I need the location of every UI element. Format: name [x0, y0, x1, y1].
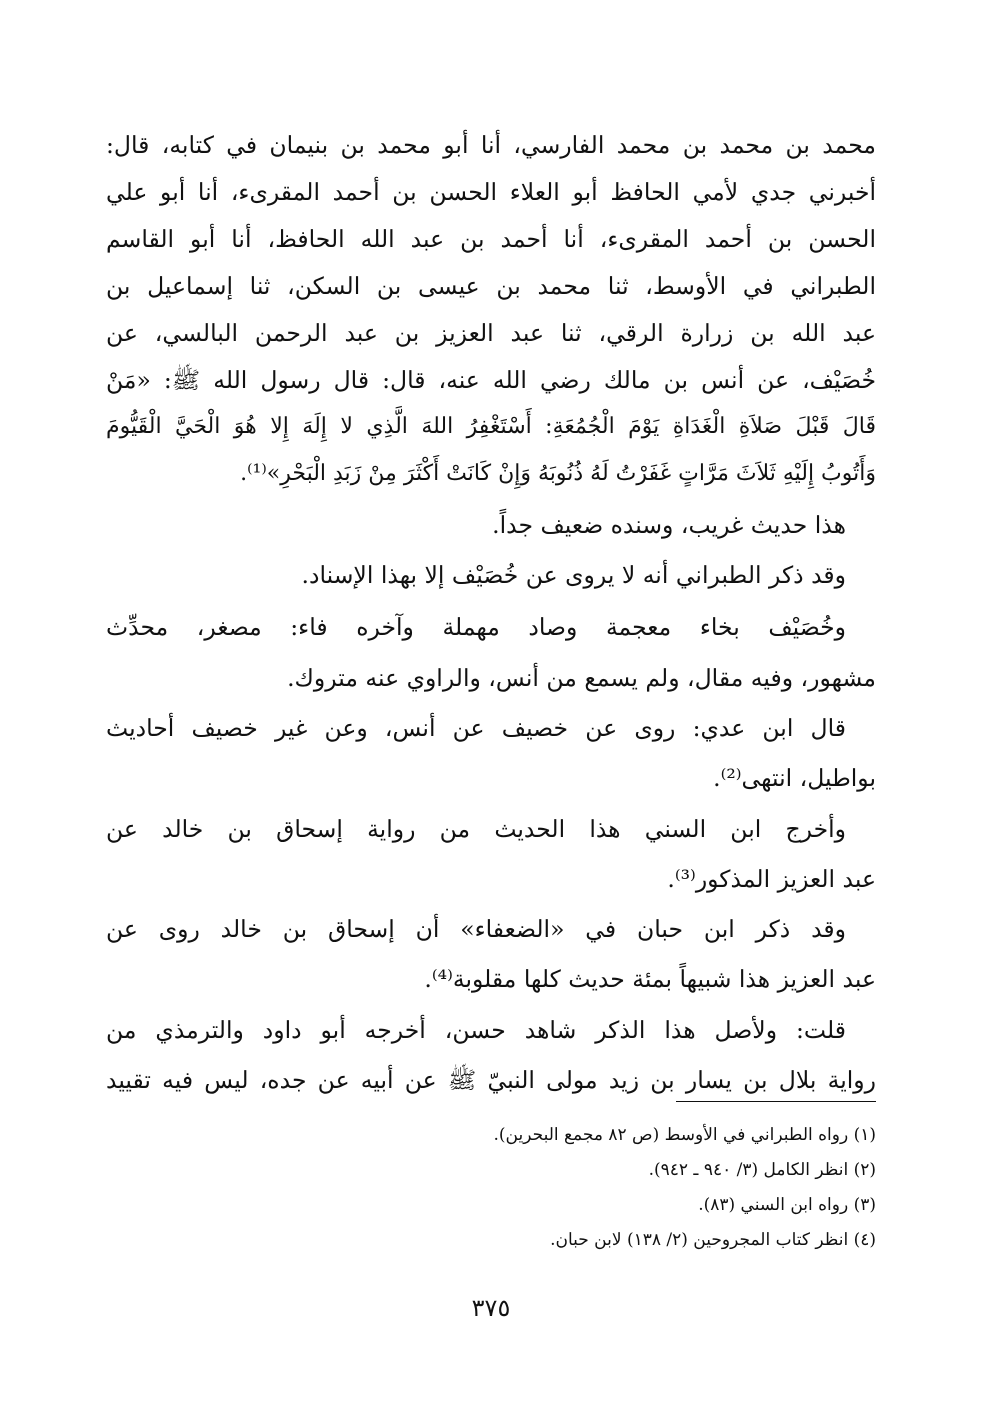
hadith-line: قَالَ قَبْلَ صَلاَةِ الْغَدَاةِ يَوْمَ الْجُمُعَةِ: أَسْتَغْفِرُ اللهَ الَّذِي لا إِلَهَ إِلا هُوَ الْحَيَّ الْقَيُّومَ: [106, 414, 876, 439]
footnote-1: (١) رواه الطبراني في الأوسط (ص ٨٢ مجمع البحرين).: [493, 1125, 876, 1145]
hadith-line: وَأَتُوبُ إِلَيْهِ ثَلاَثَ مَرَّاتٍ غَفَرْتُ لَهُ ذُنُوبَهُ وَإِنْ كَانَتْ أَكْثَرَ مِنْ زَبَدِ الْبَحْرِ»⁽¹⁾.: [240, 461, 876, 486]
body-line: عبد العزيز هذا شبيهاً بمئة حديث كلها مقلوبة⁽⁴⁾.: [424, 965, 876, 993]
body-line: وخُصَيْف بخاء معجمة وصاد مهملة وآخره فاء: مصغر، محدِّث: [106, 613, 846, 641]
footnote-3: (٣) رواه ابن السني (٨٣).: [698, 1195, 876, 1215]
body-line: قلت: ولأصل هذا الذكر شاهد حسن، أخرجه أبو داود والترمذي من: [106, 1016, 846, 1044]
body-line: خُصَيْف، عن أنس بن مالك رضي الله عنه، قال: قال رسول الله ﷺ: «مَنْ: [106, 366, 876, 394]
body-line: وقد ذكر ابن حبان في «الضعفاء» أن إسحاق بن خالد روى عن: [106, 915, 846, 943]
body-line: عبد الله بن زرارة الرقي، ثنا عبد العزيز بن عبد الرحمن البالسي، عن: [106, 319, 876, 347]
page-number: ٣٧٥: [471, 1294, 511, 1322]
body-line: الحسن بن أحمد المقرىء، أنا أحمد بن عبد الله الحافظ، أنا أبو القاسم: [106, 225, 876, 253]
body-line: هذا حديث غريب، وسنده ضعيف جداً.: [492, 511, 846, 539]
footnote-2: (٢) انظر الكامل (٣/ ٩٤٠ ـ ٩٤٢).: [648, 1160, 876, 1180]
body-line: مشهور، وفيه مقال، ولم يسمع من أنس، والراوي عنه متروك.: [287, 664, 876, 692]
body-line: محمد بن محمد بن محمد الفارسي، أنا أبو محمد بن بنيمان في كتابه، قال:: [106, 131, 876, 159]
body-line: بواطيل، انتهى⁽²⁾.: [713, 764, 876, 792]
body-line: قال ابن عدي: روى عن خصيف عن أنس، وعن غير خصيف أحاديث: [106, 714, 846, 742]
footnote-separator: [676, 1101, 876, 1102]
footnote-4: (٤) انظر كتاب المجروحين (٢/ ١٣٨) لابن حبان.: [550, 1230, 876, 1250]
body-line: أخبرني جدي لأمي الحافظ أبو العلاء الحسن بن أحمد المقرىء، أنا أبو علي: [106, 178, 876, 206]
body-line: عبد العزيز المذكور⁽³⁾.: [667, 865, 876, 893]
body-line: رواية بلال بن يسار بن زيد مولى النبيّ ﷺ عن أبيه عن جده، ليس فيه تقييد: [106, 1066, 876, 1094]
body-line: وأخرج ابن السني هذا الحديث من رواية إسحاق بن خالد عن: [106, 815, 846, 843]
body-line: الطبراني في الأوسط، ثنا محمد بن عيسى بن السكن، ثنا إسماعيل بن: [106, 272, 876, 300]
body-line: وقد ذكر الطبراني أنه لا يروى عن خُصَيْف إلا بهذا الإسناد.: [301, 561, 846, 589]
